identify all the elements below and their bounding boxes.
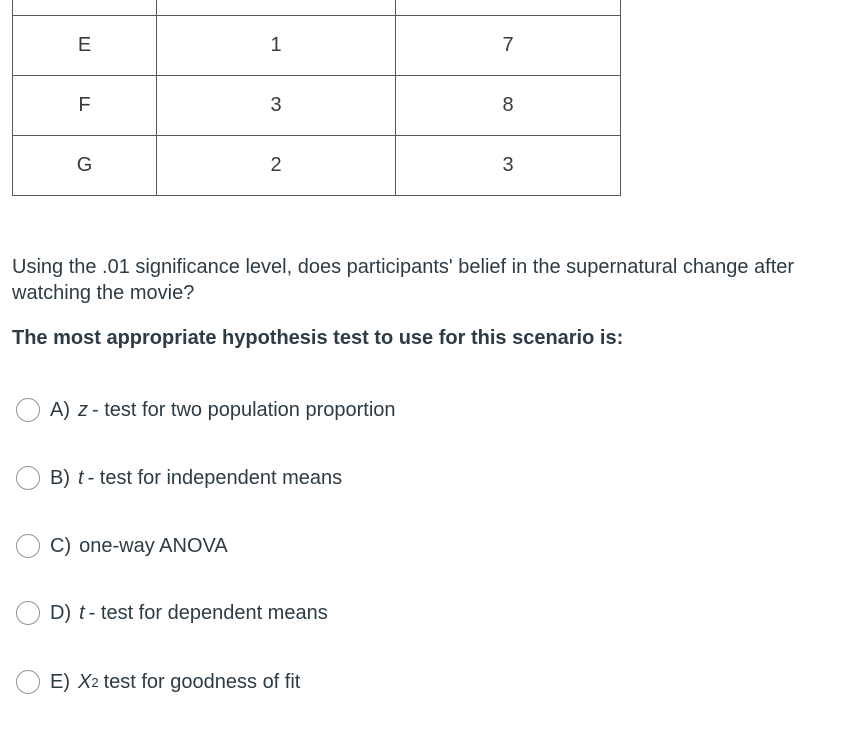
radio-button-icon[interactable]	[16, 466, 40, 490]
option-letter: D)	[50, 601, 72, 624]
table-cell	[13, 0, 157, 16]
option-letter: B)	[50, 466, 70, 489]
table-cell: F	[13, 76, 157, 136]
radio-button-icon[interactable]	[16, 670, 40, 694]
radio-button-icon[interactable]	[16, 601, 40, 625]
table-cell	[396, 0, 621, 16]
option-b[interactable]	[16, 466, 342, 490]
table-row	[13, 136, 621, 196]
option-math-symbol: t	[79, 601, 85, 624]
option-letter: A)	[50, 398, 70, 421]
option-math-symbol: X	[78, 670, 92, 693]
option-math-symbol: t	[78, 466, 84, 489]
option-label: one-way ANOVA	[79, 534, 228, 557]
option-label: - test for independent means	[87, 466, 343, 489]
option-label: - test for two population proportion	[92, 398, 396, 421]
table-cell: 1	[157, 16, 396, 76]
table-cell: 2	[157, 136, 396, 196]
table-cell: 3	[157, 76, 396, 136]
option-superscript: 2	[91, 674, 99, 690]
option-a[interactable]	[16, 398, 396, 422]
question-text: Using the .01 significance level, does participants' belief in the supernatural change after watching the movie?	[12, 256, 795, 304]
option-label: - test for dependent means	[88, 601, 328, 624]
table-row	[13, 16, 621, 76]
option-e[interactable]	[16, 670, 300, 694]
option-c[interactable]	[16, 534, 228, 558]
option-letter: C)	[50, 534, 72, 557]
table-row	[13, 0, 621, 16]
radio-button-icon[interactable]	[16, 534, 40, 558]
table-row	[13, 76, 621, 136]
table-cell: E	[13, 16, 157, 76]
table-cell: 8	[396, 76, 621, 136]
table-cell	[157, 0, 396, 16]
radio-button-icon[interactable]	[16, 398, 40, 422]
data-table	[12, 0, 621, 196]
table-cell: G	[13, 136, 157, 196]
table-cell: 7	[396, 16, 621, 76]
option-math-symbol: z	[78, 398, 88, 421]
table-cell: 3	[396, 136, 621, 196]
option-d[interactable]	[16, 601, 328, 625]
option-letter: E)	[50, 670, 70, 693]
option-label: test for goodness of fit	[103, 670, 301, 693]
question-prompt: The most appropriate hypothesis test to use for this scenario is:	[12, 327, 624, 349]
